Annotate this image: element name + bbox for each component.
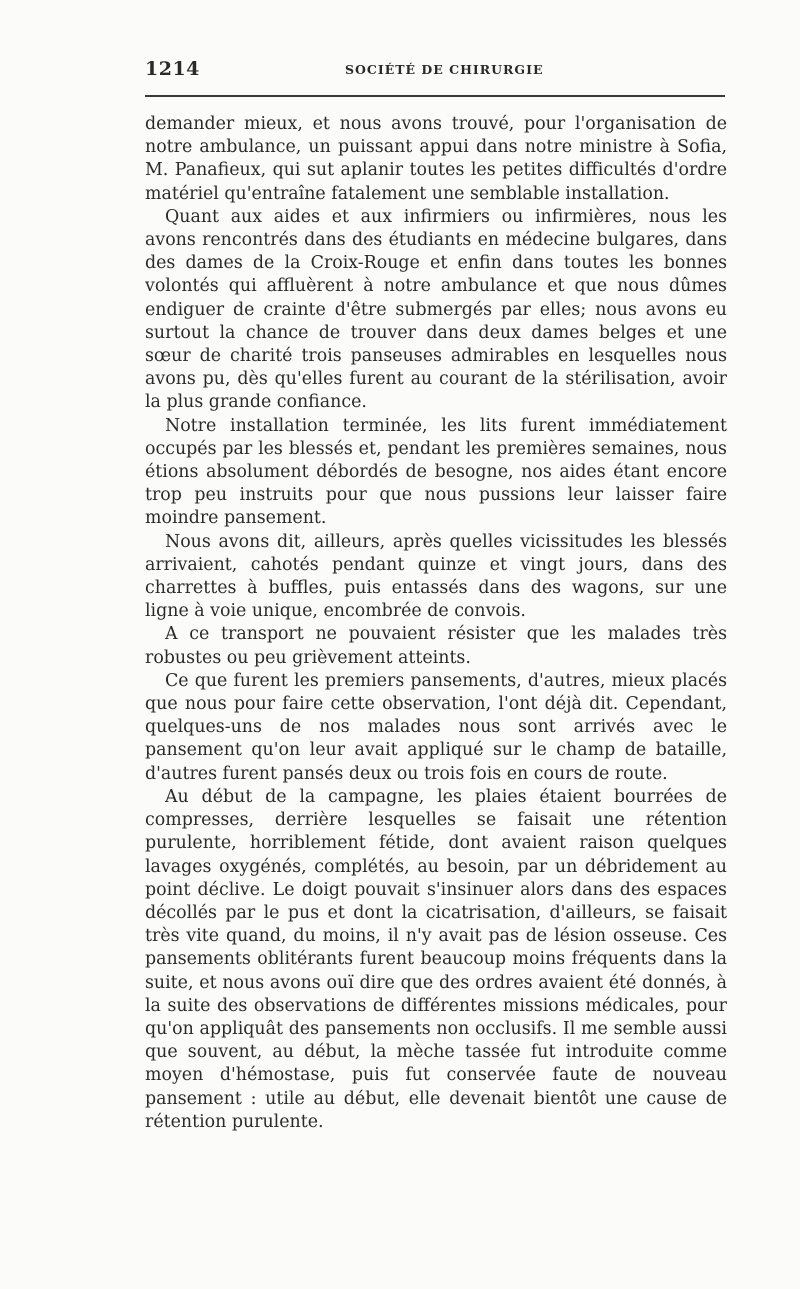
running-head <box>145 58 725 82</box>
paragraph-4: Nous avons dit, ailleurs, après quelles vicissitudes les blessés arrivaient, cahotés pendant quinze et vingt jours, dans des charrettes à buffles, puis entassés dans des wagons, sur une ligne à voie unique, encombrée de convois. <box>145 531 727 622</box>
paragraph-6: Ce que furent les premiers pansements, d'autres, mieux placés que nous pour faire cette observation, l'ont déjà dit. Cependant, quelques-uns de nos malades nous sont arrivés avec le pansement qu'on leur avait appliqué sur le champ de bataille, d'autres furent pansés deux ou trois fois en cours de route. <box>145 670 727 784</box>
paragraph-7: Au début de la campagne, les plaies étaient bourrées de compresses, derrière lesquelles se faisait une rétention purulente, horriblement fétide, dont avaient raison quelques lavages oxygénés, complétés, au besoin, par un débridement au point déclive. Le doigt pouvait s'insinuer alors dans des espaces décollés par le pus et dont la cicatrisation, d'ailleurs, se faisait très vite quand, du moins, il n'y avait pas de lésion osseuse. Ces pansements oblitérants furent beaucoup moins fréquents dans la suite, et nous avons ouï dire que des ordres avaient été donnés, à la suite des observations de différentes missions médicales, pour qu'on appliquât des pansements non occlusifs. Il me semble aussi que souvent, au début, la mèche tassée fut introduite comme moyen d'hémostase, puis fut conservée faute de nouveau pansement : utile au début, elle devenait bientôt une cause de rétention purulente. <box>145 786 727 1132</box>
journal-title: SOCIÉTÉ DE CHIRURGIE <box>345 62 544 77</box>
paragraph-5: A ce transport ne pouvaient résister que les malades très robustes ou peu grièvement atteints. <box>145 624 727 668</box>
body-text <box>145 113 727 1134</box>
page-number: 1214 <box>145 58 200 80</box>
header-rule <box>145 95 725 97</box>
paragraph-2: Quant aux aides et aux infirmiers ou infirmières, nous les avons rencontrés dans des étudiants en médecine bulgares, dans des dames de la Croix-Rouge et enfin dans toutes les bonnes volontés qui affluèrent à notre ambulance et que nous dûmes endiguer de crainte d'être submergés par elles; nous avons eu surtout la chance de trouver dans deux dames belges et une sœur de charité trois panseuses admirables en lesquelles nous avons pu, dès qu'elles furent au courant de la stérilisation, avoir la plus grande confiance. <box>145 206 727 413</box>
paragraph-3: Notre installation terminée, les lits furent immédiatement occupés par les blessés et, pendant les premières semaines, nous étions absolument débordés de besogne, nos aides étant encore trop peu instruits pour que nous pussions leur laisser faire moindre pansement. <box>145 415 727 529</box>
paragraph-1: demander mieux, et nous avons trouvé, pour l'organisation de notre ambulance, un puissant appui dans notre ministre à Sofia, M. Panafieux, qui sut aplanir toutes les petites difficultés d'ordre matériel qu'entraîne fatalement une semblable installation. <box>145 114 727 204</box>
